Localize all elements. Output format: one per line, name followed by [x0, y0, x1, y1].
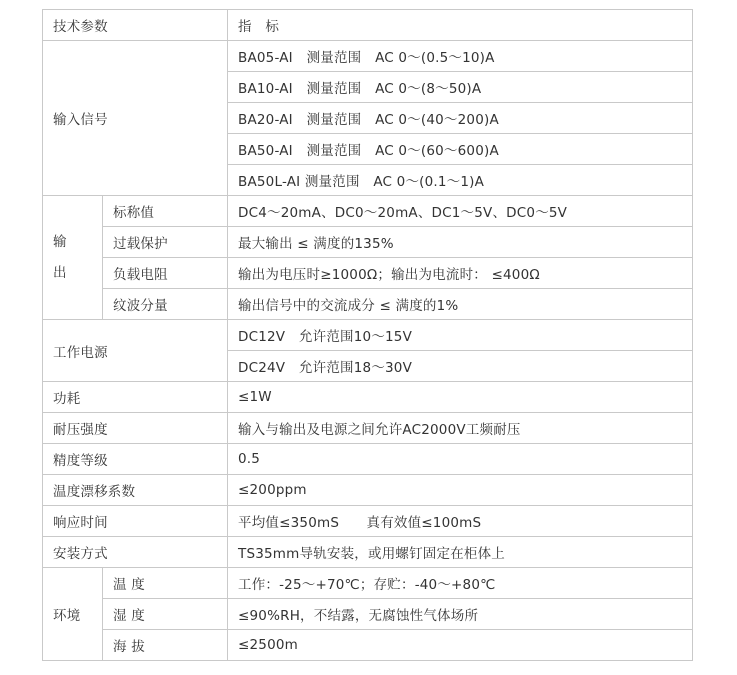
output-name-load: 负载电阻: [103, 258, 228, 289]
row-name-response-time: 响应时间: [43, 506, 228, 537]
environment-label: 环境: [43, 568, 103, 661]
env-name-altitude: 海 拔: [103, 630, 228, 661]
table-row: [43, 568, 693, 599]
row-value-temp-drift: ≤200ppm: [228, 475, 693, 506]
table-row: [43, 258, 693, 289]
input-range-ba50: BA50-AI 测量范围 AC 0～(60～600)A: [228, 134, 693, 165]
input-signal-label: 输入信号: [43, 41, 228, 196]
env-value-altitude: ≤2500m: [228, 630, 693, 661]
table-row: [43, 320, 693, 351]
table-row: [43, 227, 693, 258]
input-range-ba50l: BA50L-AI 测量范围 AC 0～(0.1～1)A: [228, 165, 693, 196]
header-param: 技术参数: [43, 10, 228, 41]
output-value-load: 输出为电压时≥1000Ω；输出为电流时： ≤400Ω: [228, 258, 693, 289]
row-value-accuracy: 0.5: [228, 444, 693, 475]
power-label: 工作电源: [43, 320, 228, 382]
row-value-power-consumption: ≤1W: [228, 382, 693, 413]
table-row: [43, 413, 693, 444]
table-row: [43, 444, 693, 475]
row-name-temp-drift: 温度漂移系数: [43, 475, 228, 506]
row-name-accuracy: 精度等级: [43, 444, 228, 475]
output-label-top: 输: [53, 233, 67, 250]
table-row: [43, 382, 693, 413]
row-value-response-time: 平均值≤350mS 真有效值≤100mS: [228, 506, 693, 537]
row-value-installation: TS35mm导轨安装，或用螺钉固定在柜体上: [228, 537, 693, 568]
header-row: [43, 10, 693, 41]
env-name-humidity: 湿 度: [103, 599, 228, 630]
table-row: [43, 289, 693, 320]
row-name-withstand-voltage: 耐压强度: [43, 413, 228, 444]
output-value-ripple: 输出信号中的交流成分 ≤ 满度的1%: [228, 289, 693, 320]
power-dc24: DC24V 允许范围18～30V: [228, 351, 693, 382]
output-value-overload: 最大输出 ≤ 满度的135%: [228, 227, 693, 258]
row-value-withstand-voltage: 输入与输出及电源之间允许AC2000V工频耐压: [228, 413, 693, 444]
table-row: [43, 599, 693, 630]
power-dc12: DC12V 允许范围10～15V: [228, 320, 693, 351]
table-row: [43, 537, 693, 568]
output-value-nominal: DC4～20mA、DC0～20mA、DC1～5V、DC0～5V: [228, 196, 693, 227]
env-value-humidity: ≤90%RH，不结露，无腐蚀性气体场所: [228, 599, 693, 630]
row-name-power-consumption: 功耗: [43, 382, 228, 413]
header-spec: 指 标: [228, 10, 693, 41]
table-row: [43, 475, 693, 506]
input-range-ba10: BA10-AI 测量范围 AC 0～(8～50)A: [228, 72, 693, 103]
env-value-temperature: 工作：-25～+70℃；存贮：-40～+80℃: [228, 568, 693, 599]
row-name-installation: 安装方式: [43, 537, 228, 568]
env-name-temperature: 温 度: [103, 568, 228, 599]
table-row: [43, 506, 693, 537]
output-name-nominal: 标称值: [103, 196, 228, 227]
table-row: [43, 630, 693, 661]
input-range-ba20: BA20-AI 测量范围 AC 0～(40～200)A: [228, 103, 693, 134]
output-name-ripple: 纹波分量: [103, 289, 228, 320]
table-row: [43, 41, 693, 72]
output-name-overload: 过载保护: [103, 227, 228, 258]
output-label-bottom: 出: [53, 264, 67, 281]
input-range-ba05: BA05-AI 测量范围 AC 0～(0.5～10)A: [228, 41, 693, 72]
output-label: [43, 196, 103, 320]
table-row: [43, 196, 693, 227]
spec-table: [42, 9, 693, 661]
